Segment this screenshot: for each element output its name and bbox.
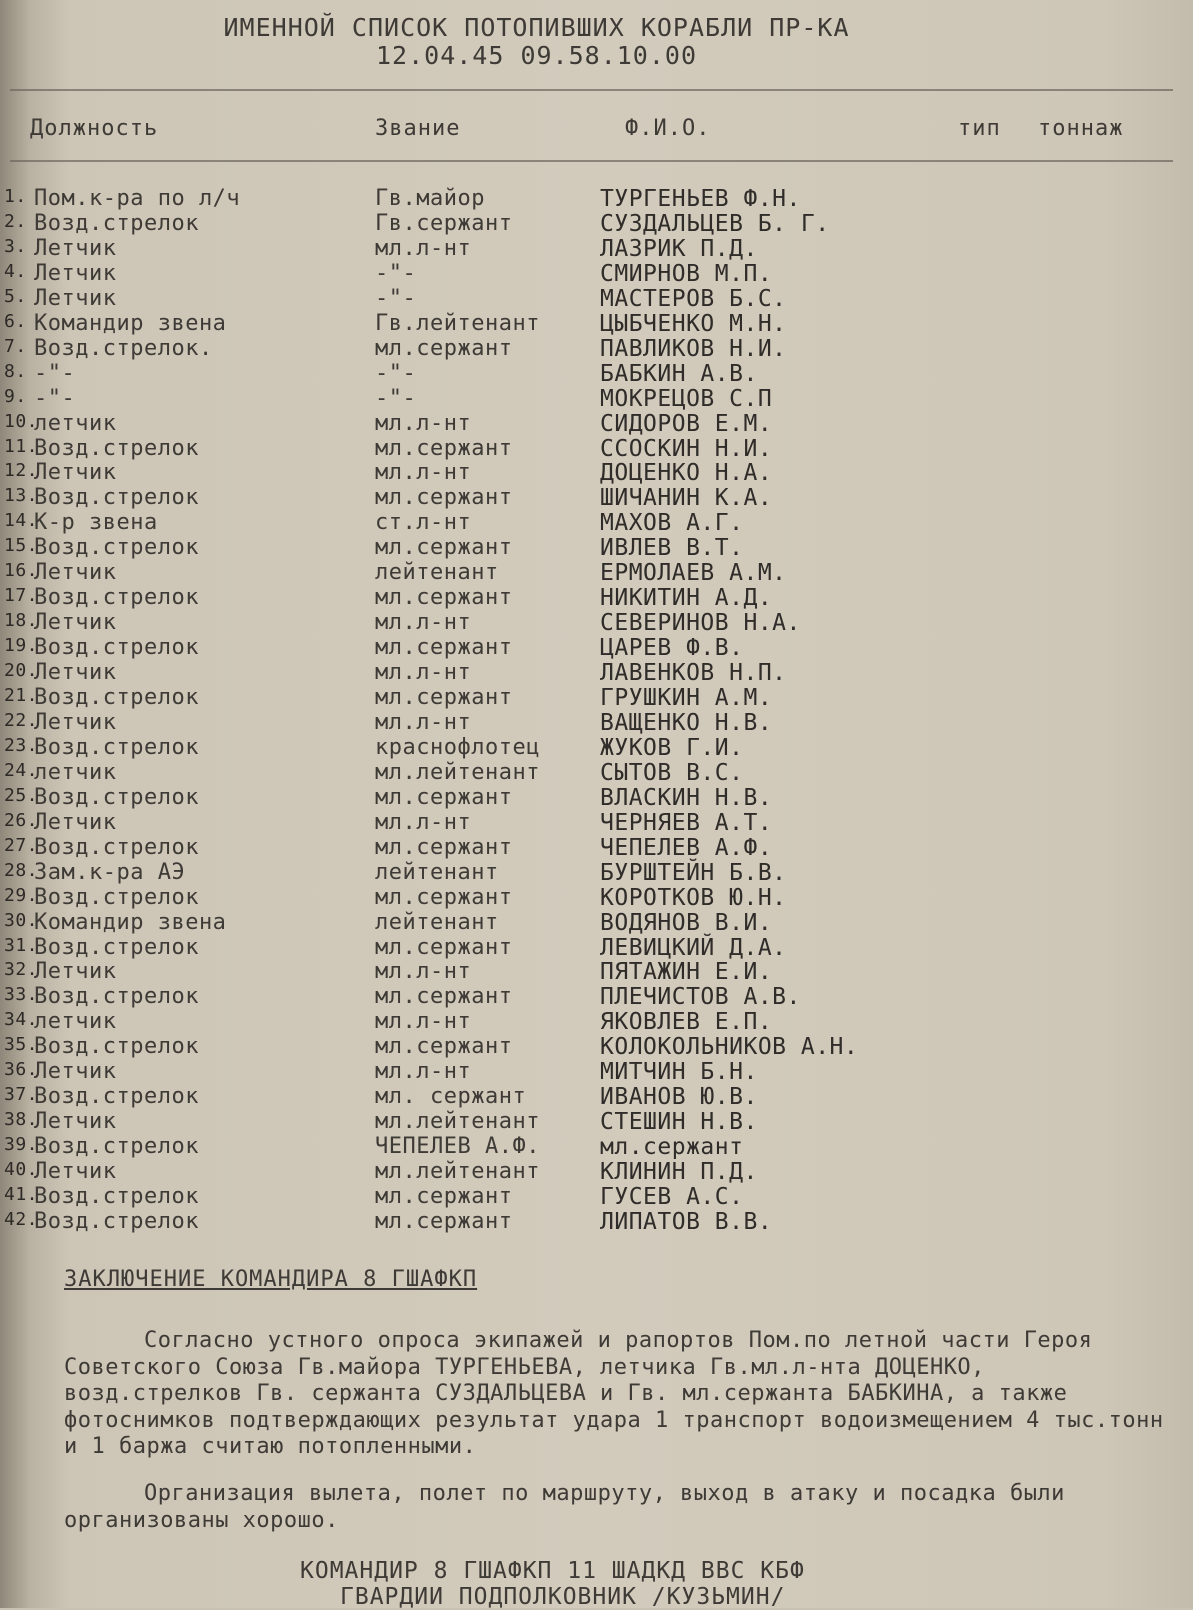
row-rank: Гв.майор [375,186,485,211]
row-number: 1. [4,186,27,207]
row-rank: мл.сержант [375,834,513,860]
row-position: Летчик [34,1109,117,1135]
row-position: Возд.стрелок [34,1034,199,1060]
column-header-position: Должность [30,116,159,141]
row-rank: мл.л-нт [375,1009,472,1035]
table-row [0,1159,1193,1184]
row-number: 6. [4,310,27,332]
table-row [0,386,1193,411]
table-row [0,835,1193,860]
row-rank: лейтенант [375,560,499,586]
row-name: МИТЧИН Б.Н. [600,1059,758,1086]
row-name: ПЯТАЖИН Е.И. [600,959,773,986]
table-row [0,935,1193,960]
row-name: СИДОРОВ Е.М. [600,410,773,437]
row-number: 16. [4,560,39,582]
row-name: ЦЫБЧЕНКО М.Н. [600,310,787,337]
row-position: Летчик [34,1159,117,1185]
row-name: ЯКОВЛЕВ Е.П. [600,1009,773,1036]
row-number: 37. [4,1084,39,1106]
row-name: СМИРНОВ М.П. [600,260,773,287]
row-position: летчик [34,1009,117,1035]
row-number: 22. [4,709,39,731]
row-rank: мл.л-нт [375,460,472,486]
row-position: Летчик [34,959,117,985]
table-row [0,460,1193,485]
row-number: 10. [4,410,39,432]
row-rank: мл.сержант [375,635,513,661]
row-rank: мл.сержант [375,884,513,910]
row-position: Летчик [34,809,117,835]
row-name: СУЗДАЛЬЦЕВ Б. Г. [600,210,830,237]
row-rank: мл.сержант [375,984,513,1010]
title-line-1: ИМЕННОЙ СПИСОК ПОТОПИВШИХ КОРАБЛИ ПР-КА [223,13,850,42]
row-rank: мл.л-нт [375,809,472,835]
row-rank: -"- [375,285,417,311]
row-rank: мл.л-нт [375,959,472,985]
table-row [0,1084,1193,1109]
table-row [0,685,1193,710]
row-number: 12. [4,460,39,482]
conclusion-paragraph-1: Согласно устного опроса экипажей и рапортов Пом.по летной части Героя Советского Союза Гв.майора ТУРГЕНЬЕВА, летчика Гв.мл.л-нта ДОЦЕНКО, возд.стрелков Гв. сержанта СУЗДАЛЬЦЕВА и Гв. мл.сержанта БАБКИНА, а также фотоснимков подтверждающих результат удара 1 транспорт водоизмещением 4 тыс.тонн и 1 баржа считаю потопленными. [64,1328,1164,1459]
row-position: Командир звена [34,909,227,935]
row-number: 5. [4,285,27,307]
table-row [0,560,1193,585]
row-rank: мл.сержант [375,1208,513,1234]
row-rank: мл.л-нт [375,410,472,436]
row-number: 42. [4,1208,39,1230]
row-rank: мл.лейтенант [375,1159,540,1185]
row-position: -"- [34,360,76,386]
row-rank: мл.лейтенант [375,759,540,785]
row-rank: лейтенант [375,909,499,935]
row-number: 35. [4,1034,39,1056]
row-name: ЦАРЕВ Ф.В. [600,635,744,662]
row-number: 29. [4,884,39,906]
signature-line-1: КОМАНДИР 8 ГШАФКП 11 ШАДКД ВВС КБФ [300,1558,805,1584]
table-row [0,710,1193,735]
table-row [0,959,1193,984]
row-rank: мл.сержант [375,1034,513,1060]
conclusion-heading: ЗАКЛЮЧЕНИЕ КОМАНДИРА 8 ГШАФКП [64,1267,478,1292]
row-name: ЧЕПЕЛЕВ А.Ф. [600,834,773,861]
row-position: -"- [34,385,76,411]
row-rank: лейтенант [375,859,499,885]
table-row [0,660,1193,685]
table-row [0,1034,1193,1059]
row-position: Возд.стрелок. [34,335,213,361]
header-rule-bottom [10,160,1173,162]
row-name: КОРОТКОВ Ю.Н. [600,884,787,911]
table-row [0,186,1193,211]
table-row [0,361,1193,386]
row-position: К-р звена [34,510,158,536]
row-number: 9. [4,385,27,407]
row-number: 40. [4,1159,39,1181]
row-position: Летчик [34,285,117,311]
row-rank: мл. сержант [375,1084,527,1110]
row-position: Возд.стрелок [34,884,199,910]
row-name: МОКРЕЦОВ С.П [600,385,773,412]
row-number: 20. [4,660,39,682]
row-position: Возд.стрелок [34,535,199,561]
table-row [0,610,1193,635]
table-row [0,860,1193,885]
row-name: ЛЕВИЦКИЙ Д.А. [600,934,787,961]
row-number: 33. [4,984,39,1006]
row-name: ВЛАСКИН Н.В. [600,784,773,811]
row-rank: -"- [375,385,417,411]
table-row [0,261,1193,286]
row-position: Возд.стрелок [34,734,199,760]
row-name: ШИЧАНИН К.А. [600,485,773,512]
row-number: 34. [4,1009,39,1031]
table-row [0,885,1193,910]
document-title [0,14,1193,70]
column-header-rank: Звание [375,116,461,141]
row-rank: Гв.лейтенант [375,310,540,336]
row-rank: мл.сержант [375,485,513,511]
row-number: 26. [4,809,39,831]
row-number: 24. [4,759,39,781]
row-rank: мл.л-нт [375,235,472,261]
conclusion-paragraph-2: Организация вылета, полет по маршруту, выход в атаку и посадка были организованы хорошо. [64,1481,1065,1533]
column-header-type: тип [958,116,1001,141]
row-name: СЕВЕРИНОВ Н.А. [600,610,801,637]
row-name: ПАВЛИКОВ Н.И. [600,335,787,362]
row-number: 41. [4,1184,39,1205]
row-position: Возд.стрелок [34,485,199,511]
row-name: БУРШТЕЙН Б.В. [600,859,787,886]
table-row [0,735,1193,760]
row-number: 18. [4,610,39,632]
table-row [0,236,1193,261]
row-number: 11. [4,435,39,457]
row-name: ВОДЯНОВ В.И. [600,909,773,936]
row-number: 36. [4,1059,39,1081]
row-position: Возд.стрелок [34,1084,199,1110]
table-row [0,1134,1193,1159]
row-position: Возд.стрелок [34,834,199,860]
row-position: Летчик [34,235,117,261]
row-name: БАБКИН А.В. [600,360,758,387]
table-row [0,910,1193,935]
row-rank: мл.л-нт [375,660,472,686]
row-name: СТЕШИН Н.В. [600,1109,758,1136]
row-rank: мл.сержант [375,335,513,361]
table-row [0,311,1193,336]
row-rank: мл.сержант [375,934,513,960]
table-row [0,535,1193,560]
row-rank: мл.сержант [375,535,513,561]
row-position: Возд.стрелок [34,784,199,810]
title-line-2: 12.04.45 09.58.10.00 [375,41,698,70]
row-position: Летчик [34,610,117,636]
row-name: ЛАЗРИК П.Д. [600,235,758,262]
table-row [0,411,1193,436]
row-position: Возд.стрелок [34,210,199,236]
table-row [0,211,1193,236]
row-number: 39. [4,1134,39,1156]
table-row [0,510,1193,535]
row-rank: -"- [375,360,417,386]
row-name: ВАЩЕНКО Н.В. [600,709,773,736]
row-position: Возд.стрелок [34,585,199,611]
row-position: Зам.к-ра АЭ [34,859,186,885]
row-position: Летчик [34,1059,117,1085]
row-position: Летчик [34,709,117,735]
row-name: мл.сержант [600,1134,744,1161]
row-position: Возд.стрелок [34,934,199,960]
row-position: Летчик [34,460,117,486]
row-position: Возд.стрелок [34,1208,199,1234]
column-header-name: Ф.И.О. [625,116,711,141]
row-position: Возд.стрелок [34,1184,199,1209]
row-position: Возд.стрелок [34,685,199,710]
table-row [0,485,1193,510]
row-position: летчик [34,759,117,785]
row-number: 23. [4,734,39,756]
row-rank: мл.сержант [375,585,513,611]
table-row [0,286,1193,311]
row-name: НИКИТИН А.Д. [600,585,773,612]
row-position: Возд.стрелок [34,984,199,1010]
row-number: 30. [4,909,39,931]
row-rank: ЧЕПЕЛЕВ А.Ф. [375,1134,540,1160]
row-rank: мл.л-нт [375,709,472,735]
row-name: ЧЕРНЯЕВ А.Т. [600,809,773,836]
row-rank: мл.л-нт [375,610,472,636]
row-position: Возд.стрелок [34,635,199,661]
row-rank: мл.сержант [375,1184,513,1209]
row-name: ЖУКОВ Г.И. [600,734,744,761]
row-name: ЛАВЕНКОВ Н.П. [600,660,787,687]
table-row [0,585,1193,610]
row-number: 28. [4,859,39,881]
row-rank: -"- [375,260,417,286]
table-row [0,810,1193,835]
row-number: 4. [4,260,27,282]
row-position: Возд.стрелок [34,435,199,461]
table-row [0,1209,1193,1234]
row-name: ССОСКИН Н.И. [600,435,773,462]
row-number: 8. [4,360,27,382]
row-number: 25. [4,784,39,806]
row-number: 17. [4,585,39,607]
row-position: летчик [34,410,117,436]
row-name: ГРУШКИН А.М. [600,685,773,711]
row-name: ИВАНОВ Ю.В. [600,1084,758,1111]
row-number: 13. [4,485,39,507]
row-position: Летчик [34,560,117,586]
row-rank: мл.сержант [375,435,513,461]
row-number: 2. [4,210,27,232]
row-name: ДОЦЕНКО Н.А. [600,460,773,487]
row-number: 15. [4,535,39,557]
row-number: 38. [4,1109,39,1131]
row-rank: ст.л-нт [375,510,472,536]
header-rule-top [10,89,1173,91]
row-rank: мл.лейтенант [375,1109,540,1135]
row-position: Командир звена [34,310,227,336]
table-row [0,436,1193,461]
row-rank: краснофлотец [375,734,540,760]
row-rank: мл.сержант [375,784,513,810]
column-header-tonnage: тоннаж [1038,116,1124,141]
row-rank: мл.сержант [375,685,513,710]
table-row [0,984,1193,1009]
row-number: 19. [4,635,39,657]
row-name: ЛИПАТОВ В.В. [600,1208,773,1235]
row-number: 32. [4,959,39,981]
row-name: СЫТОВ В.С. [600,759,744,786]
table-row [0,1059,1193,1084]
table-row [0,635,1193,660]
row-name: КЛИНИН П.Д. [600,1159,758,1186]
row-name: КОЛОКОЛЬНИКОВ А.Н. [600,1034,859,1061]
row-name: ИВЛЕВ В.Т. [600,535,744,562]
row-position: Пом.к-ра по л/ч [34,186,241,211]
row-number: 14. [4,510,39,532]
table-row [0,1184,1193,1209]
table-row [0,336,1193,361]
row-name: ГУСЕВ А.С. [600,1184,744,1210]
table-row [0,1109,1193,1134]
table-row [0,785,1193,810]
row-number: 27. [4,834,39,856]
row-rank: Гв.сержант [375,210,513,236]
row-name: ТУРГЕНЬЕВ Ф.Н. [600,186,801,212]
row-name: МАХОВ А.Г. [600,510,744,537]
signature-line-2: ГВАРДИИ ПОДПОЛКОВНИК /КУЗЬМИН/ [340,1584,786,1610]
row-rank: мл.л-нт [375,1059,472,1085]
row-number: 21. [4,685,39,706]
table-row [0,1009,1193,1034]
row-name: МАСТЕРОВ Б.С. [600,285,787,312]
row-position: Возд.стрелок [34,1134,199,1160]
row-name: ПЛЕЧИСТОВ А.В. [600,984,801,1011]
row-name: ЕРМОЛАЕВ А.М. [600,560,787,587]
row-number: 31. [4,934,39,956]
table-row [0,760,1193,785]
row-number: 7. [4,335,27,357]
row-position: Летчик [34,660,117,686]
row-number: 3. [4,235,27,257]
row-position: Летчик [34,260,117,286]
